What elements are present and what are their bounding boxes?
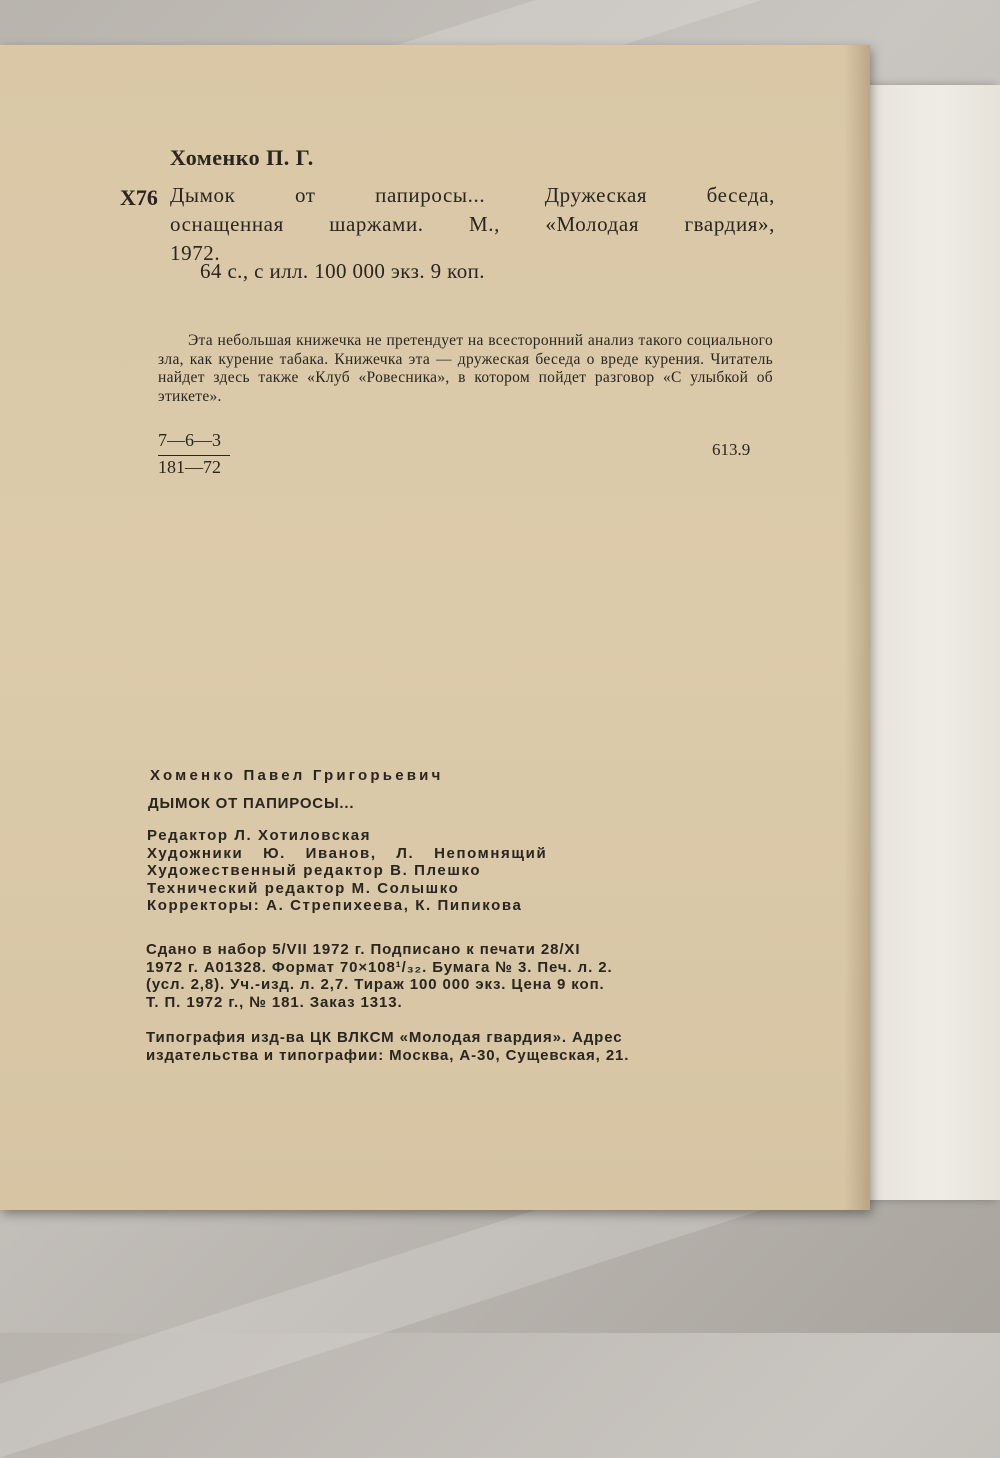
- print-line: Сдано в набор 5/VII 1972 г. Подписано к печати 28/XI: [146, 941, 581, 958]
- book-page: [0, 45, 870, 1210]
- press-line: Типография изд-ва ЦК ВЛКСМ «Молодая гвардия». Адрес: [146, 1029, 623, 1046]
- bibliographic-description: [170, 181, 775, 268]
- biblio-line: оснащенная шаржами. М., «Молодая гвардия»,: [170, 212, 775, 236]
- credit-line: Художники Ю. Иванов, Л. Непомнящий: [147, 844, 548, 862]
- index-fraction-bar: [158, 455, 230, 456]
- adjacent-page: [850, 85, 1000, 1200]
- pages-info: 64 с., с илл. 100 000 экз. 9 коп.: [200, 259, 485, 283]
- credit-line: Редактор Л. Хотиловская: [147, 827, 372, 844]
- credits-block: [147, 827, 547, 915]
- author-code: Х76: [120, 185, 158, 210]
- print-line: 1972 г. А01328. Формат 70×108¹/₃₂. Бумага № 3. Печ. л. 2.: [146, 958, 613, 976]
- credit-line: Технический редактор М. Солышко: [147, 879, 460, 897]
- print-line: (усл. 2,8). Уч.-изд. л. 2,7. Тираж 100 000 экз. Цена 9 коп.: [146, 976, 605, 993]
- index-denominator: 181—72: [158, 457, 221, 477]
- page-gutter-shadow: [844, 45, 870, 1210]
- press-line: издательства и типографии: Москва, А-30, Сущевская, 21.: [146, 1046, 630, 1064]
- annotation-text: Эта небольшая книжечка не претендует на всесторонний анализ такого социального зла, как курение табака. Книжечка эта — дружеская беседа о вреде курения. Читатель найдет здесь также «Клуб «Ровесника», в котором пойдет разговор «С улыбкой об этикете».: [158, 332, 773, 405]
- credit-line: Корректоры: А. Стрепихеева, К. Пипикова: [147, 897, 523, 914]
- credit-line: Художественный редактор В. Плешко: [147, 862, 482, 879]
- print-details: [146, 941, 758, 1011]
- index-numerator: 7—6—3: [158, 430, 221, 450]
- print-line: Т. П. 1972 г., № 181. Заказ 1313.: [146, 993, 403, 1011]
- biblio-line: 1972.: [170, 241, 221, 265]
- author-full-name: Хоменко Павел Григорьевич: [150, 767, 444, 784]
- press-details: [146, 1029, 629, 1064]
- classification-mark: 613.9: [712, 440, 751, 459]
- author-heading: Хоменко П. Г.: [170, 145, 314, 170]
- biblio-line: Дымок от папиросы... Дружеская беседа,: [170, 183, 775, 207]
- book-title: ДЫМОК ОТ ПАПИРОСЫ...: [148, 795, 355, 812]
